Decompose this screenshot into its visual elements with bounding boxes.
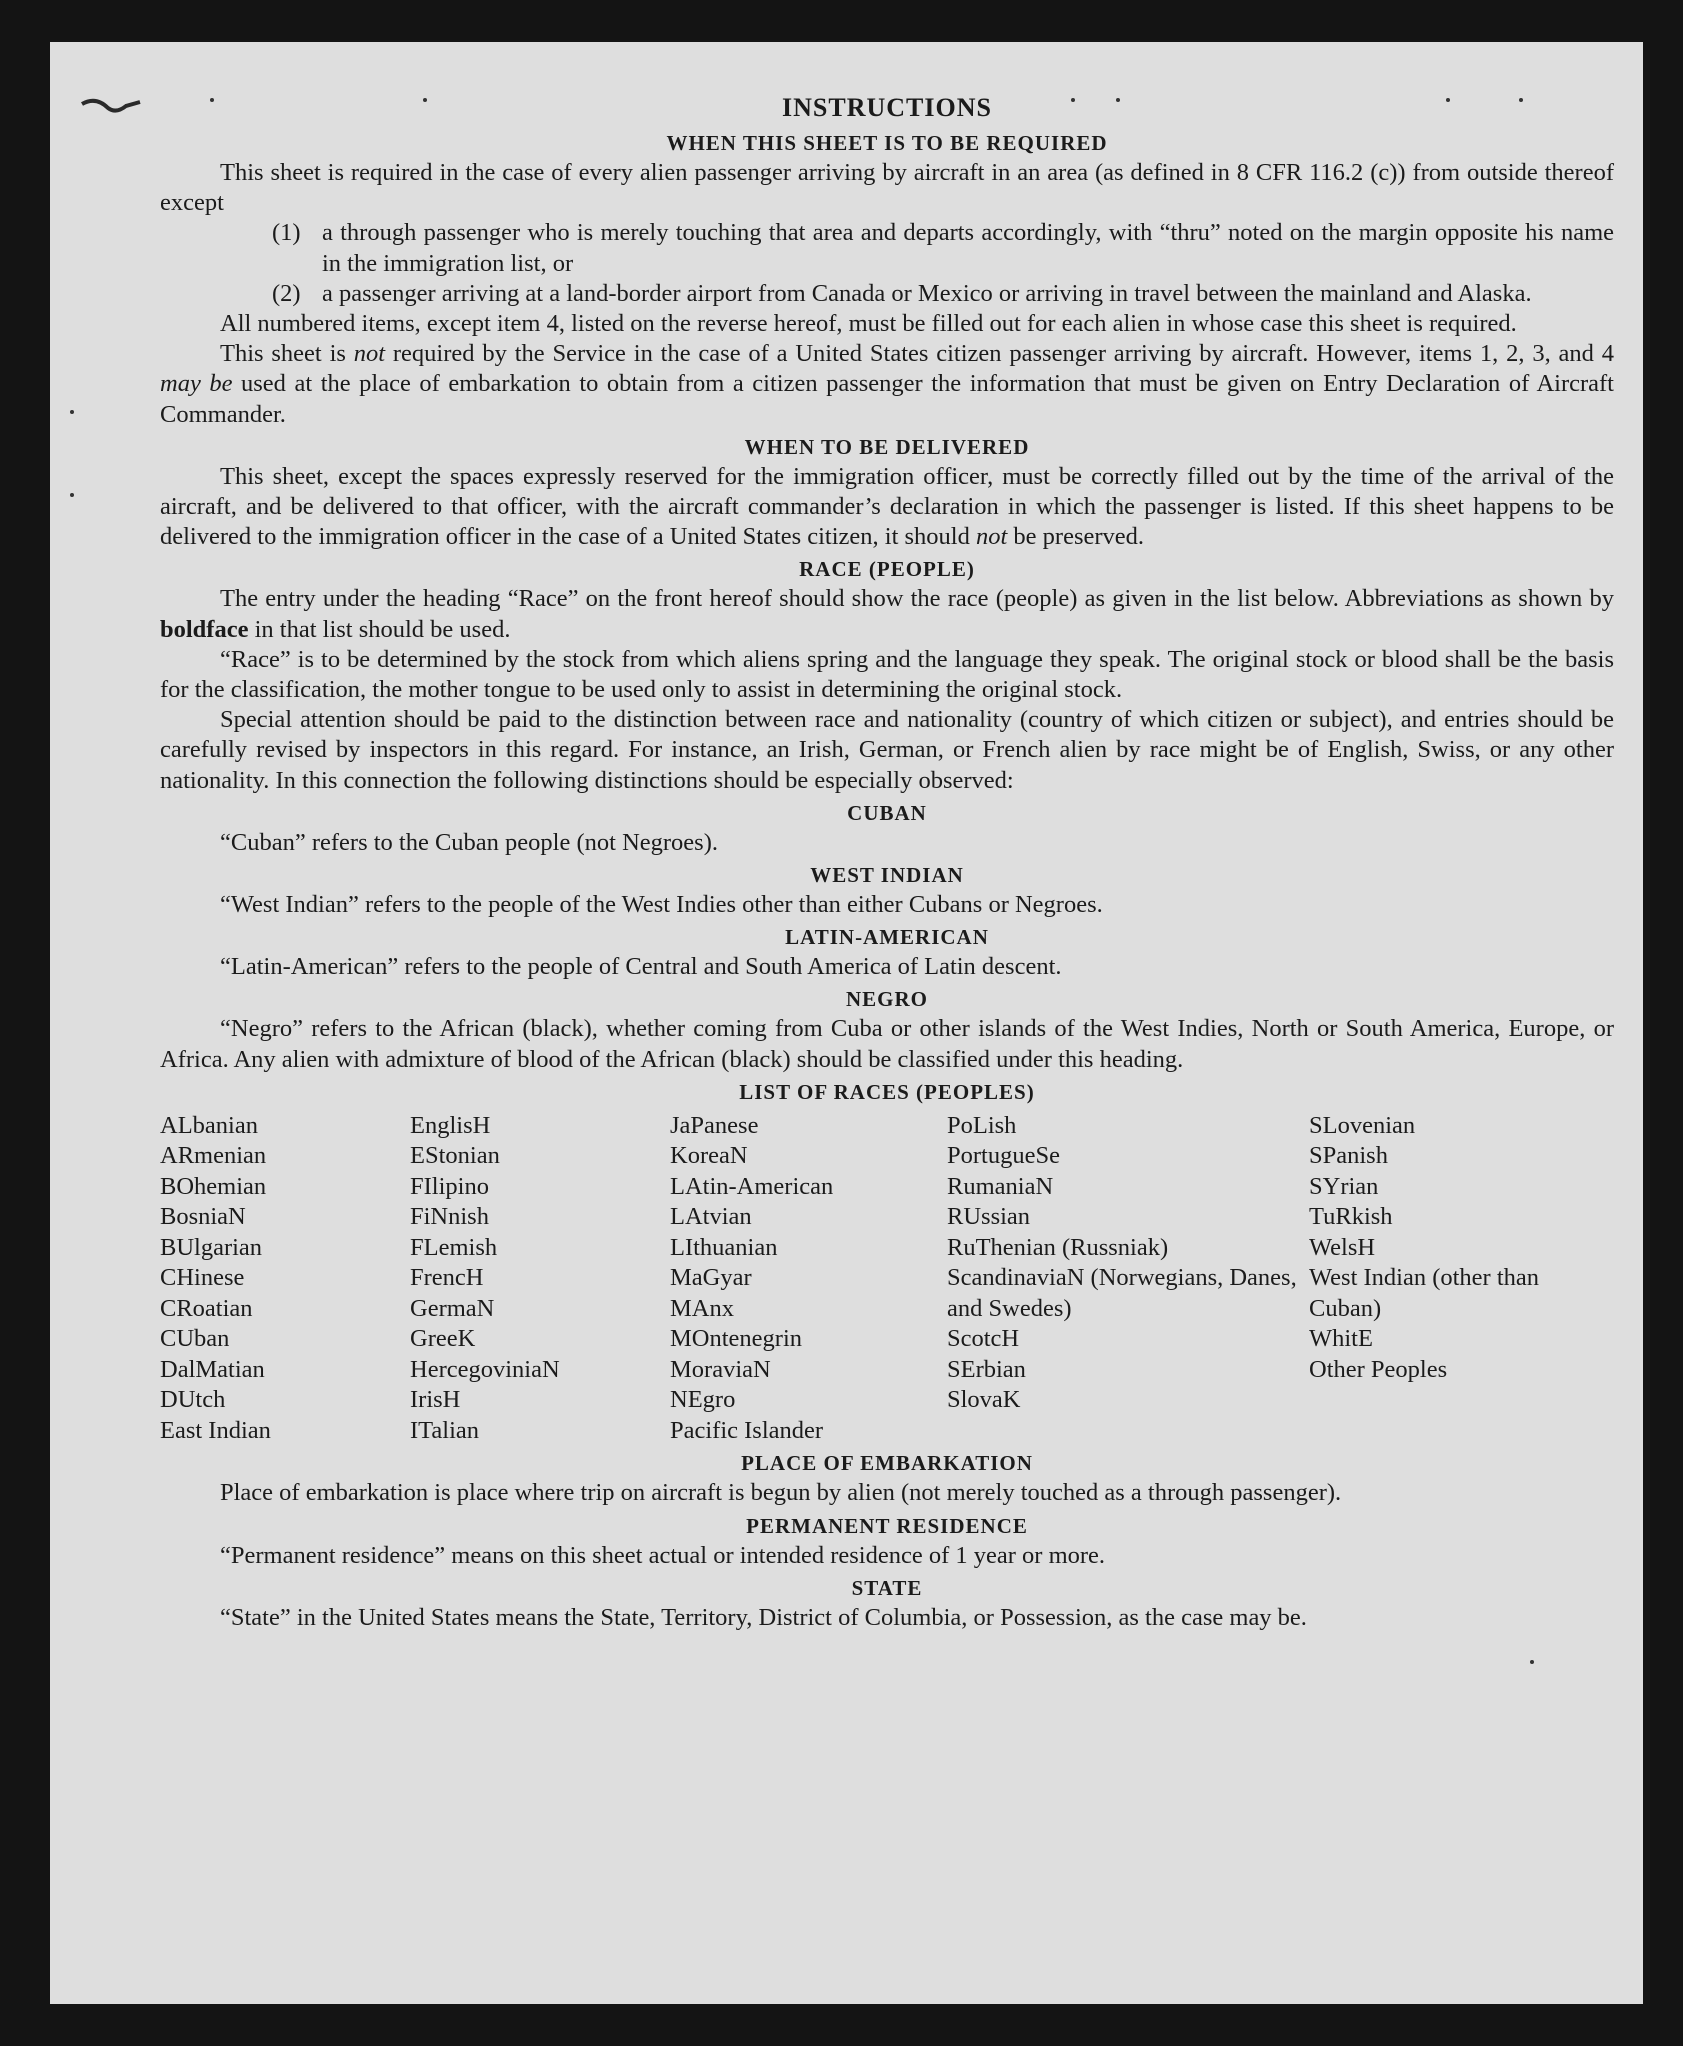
race-entry: MOntenegrin — [670, 1325, 802, 1353]
race-entry: WelsH — [1309, 1233, 1376, 1261]
race-entry: HercegoviniaN — [410, 1355, 560, 1383]
race-entry: MoraviaN — [670, 1355, 771, 1383]
race-nationality-paragraph: Special attention should be paid to the distinction between race and nationality (country of which citizen or subject), and entries should be carefully revised by inspectors in this regard. For instance, an Irish, German, or French alien by race might be of English, Swiss, or any other nationality. In this connection the following distinctions should be especially observed: — [160, 706, 1614, 794]
race-entry: SLovenian — [1309, 1111, 1416, 1139]
race-entry: SPanish — [1309, 1142, 1388, 1170]
race-entry: WhitE — [1309, 1325, 1373, 1353]
exception-number: (2) — [272, 279, 301, 307]
race-entry: CHinese — [160, 1264, 245, 1292]
race-entry: BUlgarian — [160, 1233, 263, 1261]
residence-definition: “Permanent residence” means on this sheet actual or intended residence of 1 year or more. — [220, 1541, 1106, 1569]
race-entry: SErbian — [947, 1355, 1026, 1383]
race-entry: FIlipino — [410, 1172, 489, 1200]
heading-delivered: WHEN TO BE DELIVERED — [744, 434, 1030, 459]
state-definition: “State” in the United States means the State, Territory, District of Columbia, or Possession, as the case may be. — [220, 1603, 1307, 1631]
heading-list-of-races: LIST OF RACES (PEOPLES) — [739, 1079, 1035, 1104]
race-entry: FiNnish — [410, 1203, 489, 1231]
heading-latin-american: LATIN-AMERICAN — [785, 925, 989, 950]
race-entry: SYrian — [1309, 1172, 1379, 1200]
exception-number: (1) — [272, 219, 301, 247]
races-column — [670, 1111, 947, 1447]
race-entry: LAtin-American — [670, 1172, 834, 1200]
heading-permanent-residence: PERMANENT RESIDENCE — [746, 1513, 1028, 1538]
race-entry: BOhemian — [160, 1172, 267, 1200]
race-entry: ITalian — [410, 1416, 480, 1444]
race-entry: DalMatian — [160, 1355, 265, 1383]
race-entry: Other Peoples — [1309, 1355, 1448, 1383]
races-column — [1309, 1111, 1614, 1447]
exception-item — [160, 279, 1614, 309]
race-entry: ARmenian — [160, 1142, 267, 1170]
race-entry: GermaN — [410, 1294, 495, 1322]
race-entry: EnglisH — [410, 1111, 491, 1139]
text-run: in that list should be used. — [248, 615, 511, 643]
races-column — [410, 1111, 670, 1447]
race-entry: East Indian — [160, 1416, 271, 1444]
race-entry: JaPanese — [670, 1111, 759, 1139]
race-entry: West Indian (other than Cuban) — [1309, 1264, 1540, 1322]
document-page — [50, 42, 1643, 2004]
text-run: This sheet, except the spaces expressly reserved for the immigration officer, must be correctly filled out by the time of the arrival of the aircraft, and be delivered to that officer, with the aircraft commander’s declaration in which the passenger is listed. If this sheet happens to be delivered to the immigration officer in the case of a United States citizen, it should — [160, 462, 1614, 551]
race-entry: PoLish — [947, 1111, 1017, 1139]
race-entry: LAtvian — [670, 1203, 752, 1231]
heading-required: WHEN THIS SHEET IS TO BE REQUIRED — [666, 131, 1108, 155]
document-title: INSTRUCTIONS — [782, 93, 992, 122]
citizen-paragraph — [160, 339, 1614, 430]
numbered-items-paragraph: All numbered items, except item 4, listed on the reverse hereof, must be filled out for each alien in whose case this sheet is required. — [220, 310, 1517, 338]
text-run: used at the place of embarkation to obtain from a citizen passenger the information that must be given on Entry Declaration of Aircraft Commander. — [160, 370, 1614, 428]
text-run: This sheet is — [220, 340, 354, 368]
race-entry: PortugueSe — [947, 1142, 1060, 1170]
race-entry: CUban — [160, 1325, 230, 1353]
heading-state: STATE — [851, 1575, 923, 1600]
race-entry: SlovaK — [947, 1386, 1021, 1414]
west-indian-definition: “West Indian” refers to the people of the West Indies other than either Cubans or Negroes. — [220, 891, 1103, 919]
heading-embarkation: PLACE OF EMBARKATION — [741, 1451, 1033, 1476]
races-column — [160, 1111, 410, 1447]
race-entry: KoreaN — [670, 1142, 748, 1170]
race-entry: CRoatian — [160, 1294, 253, 1322]
races-list — [160, 1111, 1614, 1447]
race-entry: ScotcH — [947, 1325, 1020, 1353]
bold-text: boldface — [160, 615, 249, 643]
race-entry: DUtch — [160, 1386, 226, 1414]
race-entry: ScandinaviaN (Norwegians, Danes, and Swedes) — [947, 1264, 1297, 1322]
text-run: be preserved. — [1007, 523, 1145, 551]
emphasis-text: not — [975, 523, 1008, 551]
race-entry: Pacific Islander — [670, 1416, 824, 1444]
race-entry: LIthuanian — [670, 1233, 778, 1261]
cuban-definition: “Cuban” refers to the Cuban people (not Negroes). — [220, 828, 718, 856]
document-body — [160, 90, 1614, 1633]
exception-text: a passenger arriving at a land-border airport from Canada or Mexico or arriving in travel between the mainland and Alaska. — [322, 279, 1532, 307]
race-entry: IrisH — [410, 1386, 461, 1414]
heading-negro: NEGRO — [845, 987, 928, 1012]
race-entry: NEgro — [670, 1386, 736, 1414]
race-entry: ALbanian — [160, 1111, 258, 1139]
heading-race: RACE (PEOPLE) — [799, 557, 975, 582]
emphasis-text: not — [353, 340, 386, 368]
text-run: The entry under the heading “Race” on the front hereof should show the race (people) as given in the list below. Abbreviations as shown by — [220, 585, 1614, 613]
delivered-paragraph — [160, 462, 1614, 553]
embarkation-definition: Place of embarkation is place where trip on aircraft is begun by alien (not merely touched as a through passenger). — [220, 1479, 1342, 1507]
race-entry: BosniaN — [160, 1203, 246, 1231]
exception-item — [160, 218, 1614, 278]
race-entry: TuRkish — [1309, 1203, 1393, 1231]
race-entry: MAnx — [670, 1294, 734, 1322]
race-entry: FLemish — [410, 1233, 498, 1261]
emphasis-text: may be — [160, 370, 233, 398]
race-entry: EStonian — [410, 1142, 500, 1170]
latin-american-definition: “Latin-American” refers to the people of Central and South America of Latin descent. — [220, 953, 1062, 981]
heading-cuban: CUBAN — [847, 800, 927, 825]
exception-text: a through passenger who is merely touching that area and departs accordingly, with “thru” noted on the margin opposite his name in the immigration list, or — [322, 219, 1614, 277]
race-paragraph — [160, 584, 1614, 644]
race-stock-paragraph: “Race” is to be determined by the stock from which aliens spring and the language they speak. The original stock or blood shall be the basis for the classification, the mother tongue to be used only to assist in determining the original stock. — [160, 645, 1614, 704]
race-entry: GreeK — [410, 1325, 476, 1353]
negro-definition: “Negro” refers to the African (black), whether coming from Cuba or other islands of the West Indies, North or South America, Europe, or Africa. Any alien with admixture of blood of the African (black) should be classified under this heading. — [160, 1015, 1614, 1073]
race-entry: RuThenian (Russniak) — [947, 1233, 1169, 1261]
race-entry: RumaniaN — [947, 1172, 1054, 1200]
heading-west-indian: WEST INDIAN — [810, 863, 964, 888]
races-column — [947, 1111, 1309, 1447]
race-entry: FrencH — [410, 1264, 484, 1292]
race-entry: RUssian — [947, 1203, 1031, 1231]
race-entry: MaGyar — [670, 1264, 752, 1292]
required-intro: This sheet is required in the case of every alien passenger arriving by aircraft in an area (as defined in 8 CFR 116.2 (c)) from outside thereof except — [160, 159, 1614, 217]
text-run: required by the Service in the case of a United States citizen passenger arriving by aircraft. However, items 1, 2, 3, and 4 — [385, 340, 1614, 368]
